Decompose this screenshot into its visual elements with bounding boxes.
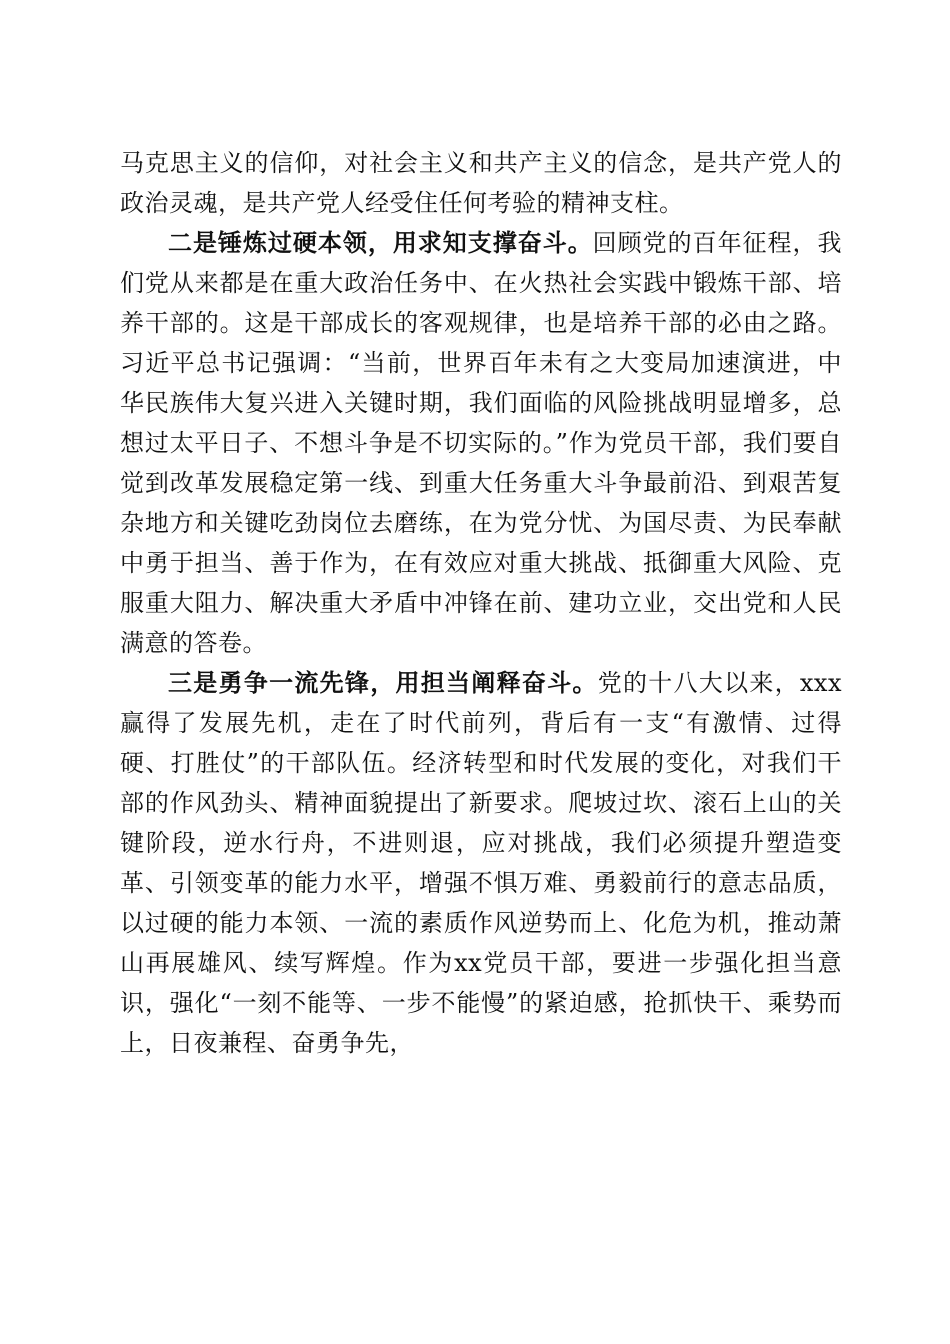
paragraph-3-text: 党的十八大以来，xxx赢得了发展先机，走在了时代前列，背后有一支“有激情、过得硬、打胜仗”的干部队伍。经济转型和时代发展的变化，对我们干部的作风劲头、精神面貌提出了新要求。爬坡过坎、滚石上山的关键阶段，逆水行舟，不进则退，应对挑战，我们必须提升塑造变革、引领变革的能力水平，增强不惧万难、勇毅前行的意志品质，以过硬的能力本领、一流的素质作风逆势而上、化危为机，推动萧山再展雄风、续写辉煌。作为xx党员干部，要进一步强化担当意识，强化“一刻不能等、一步不能慢”的紧迫感，抢抓快干、乘势而上，日夜兼程、奋勇争先， [120, 669, 842, 1057]
paragraph-2 [120, 223, 842, 663]
document-body [120, 143, 842, 1063]
paragraph-2-text: 回顾党的百年征程，我们党从来都是在重大政治任务中、在火热社会实践中锻炼干部、培养干部的。这是干部成长的客观规律，也是培养干部的必由之路。习近平总书记强调：“当前，世界百年未有之大变局加速演进，中华民族伟大复兴进入关键时期，我们面临的风险挑战明显增多，总想过太平日子、不想斗争是不切实际的。”作为党员干部，我们要自觉到改革发展稳定第一线、到重大任务重大斗争最前沿、到艰苦复杂地方和关键吃劲岗位去磨练，在为党分忧、为国尽责、为民奉献中勇于担当、善于作为，在有效应对重大挑战、抵御重大风险、克服重大阻力、解决重大矛盾中冲锋在前、建功立业，交出党和人民满意的答卷。 [120, 229, 842, 657]
paragraph-3-lead: 三是勇争一流先锋，用担当阐释奋斗。 [168, 668, 598, 697]
paragraph-1 [120, 143, 842, 223]
paragraph-3 [120, 663, 842, 1063]
paragraph-1-text: 马克思主义的信仰，对社会主义和共产主义的信念，是共产党人的政治灵魂，是共产党人经受住任何考验的精神支柱。 [120, 149, 842, 217]
paragraph-2-lead: 二是锤炼过硬本领，用求知支撑奋斗。 [168, 228, 593, 257]
